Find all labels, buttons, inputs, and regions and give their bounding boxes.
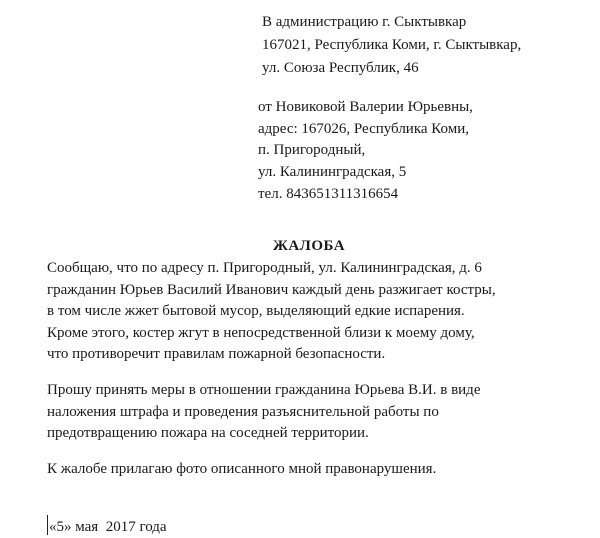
paragraph-1-line-2: гражданин Юрьев Василий Иванович каждый день разжигает костры,	[47, 282, 496, 298]
sender-phone: тел. 843651311316654	[258, 186, 399, 202]
paragraph-1-line-1: Сообщаю, что по адресу п. Пригородный, ул. Калининградская, д. 6	[47, 260, 482, 276]
paragraph-1-line-4: Кроме этого, костер жгут в непосредственной близи к моему дому,	[47, 325, 475, 341]
paragraph-3-line-1: К жалобе прилагаю фото описанного мной правонарушения.	[47, 461, 437, 477]
paragraph-1-line-3: в том числе жжет бытовой мусор, выделяющий едкие испарения.	[47, 303, 465, 319]
text-cursor	[47, 515, 48, 535]
sender-address: адрес: 167026, Республика Коми,	[258, 121, 470, 137]
document-title: ЖАЛОБА	[273, 238, 346, 254]
document-date: «5» мая 2017 года	[49, 519, 167, 535]
sender-settlement: п. Пригородный,	[258, 142, 366, 158]
paragraph-2-line-3: предотвращению пожара на соседней территории.	[47, 425, 369, 441]
sender-street: ул. Калининградская, 5	[258, 164, 407, 180]
paragraph-1-line-5: что противоречит правилам пожарной безопасности.	[47, 346, 386, 362]
paragraph-2-line-2: наложения штрафа и проведения разъяснительной работы по	[47, 404, 439, 420]
paragraph-2-line-1: Прошу принять меры в отношении гражданина Юрьева В.И. в виде	[47, 382, 481, 398]
recipient-line-3: ул. Союза Республик, 46	[262, 60, 419, 76]
recipient-line-1: В администрацию г. Сыктывкар	[262, 14, 467, 30]
recipient-line-2: 167021, Республика Коми, г. Сыктывкар,	[262, 37, 522, 53]
sender-from: от Новиковой Валерии Юрьевны,	[258, 99, 473, 115]
